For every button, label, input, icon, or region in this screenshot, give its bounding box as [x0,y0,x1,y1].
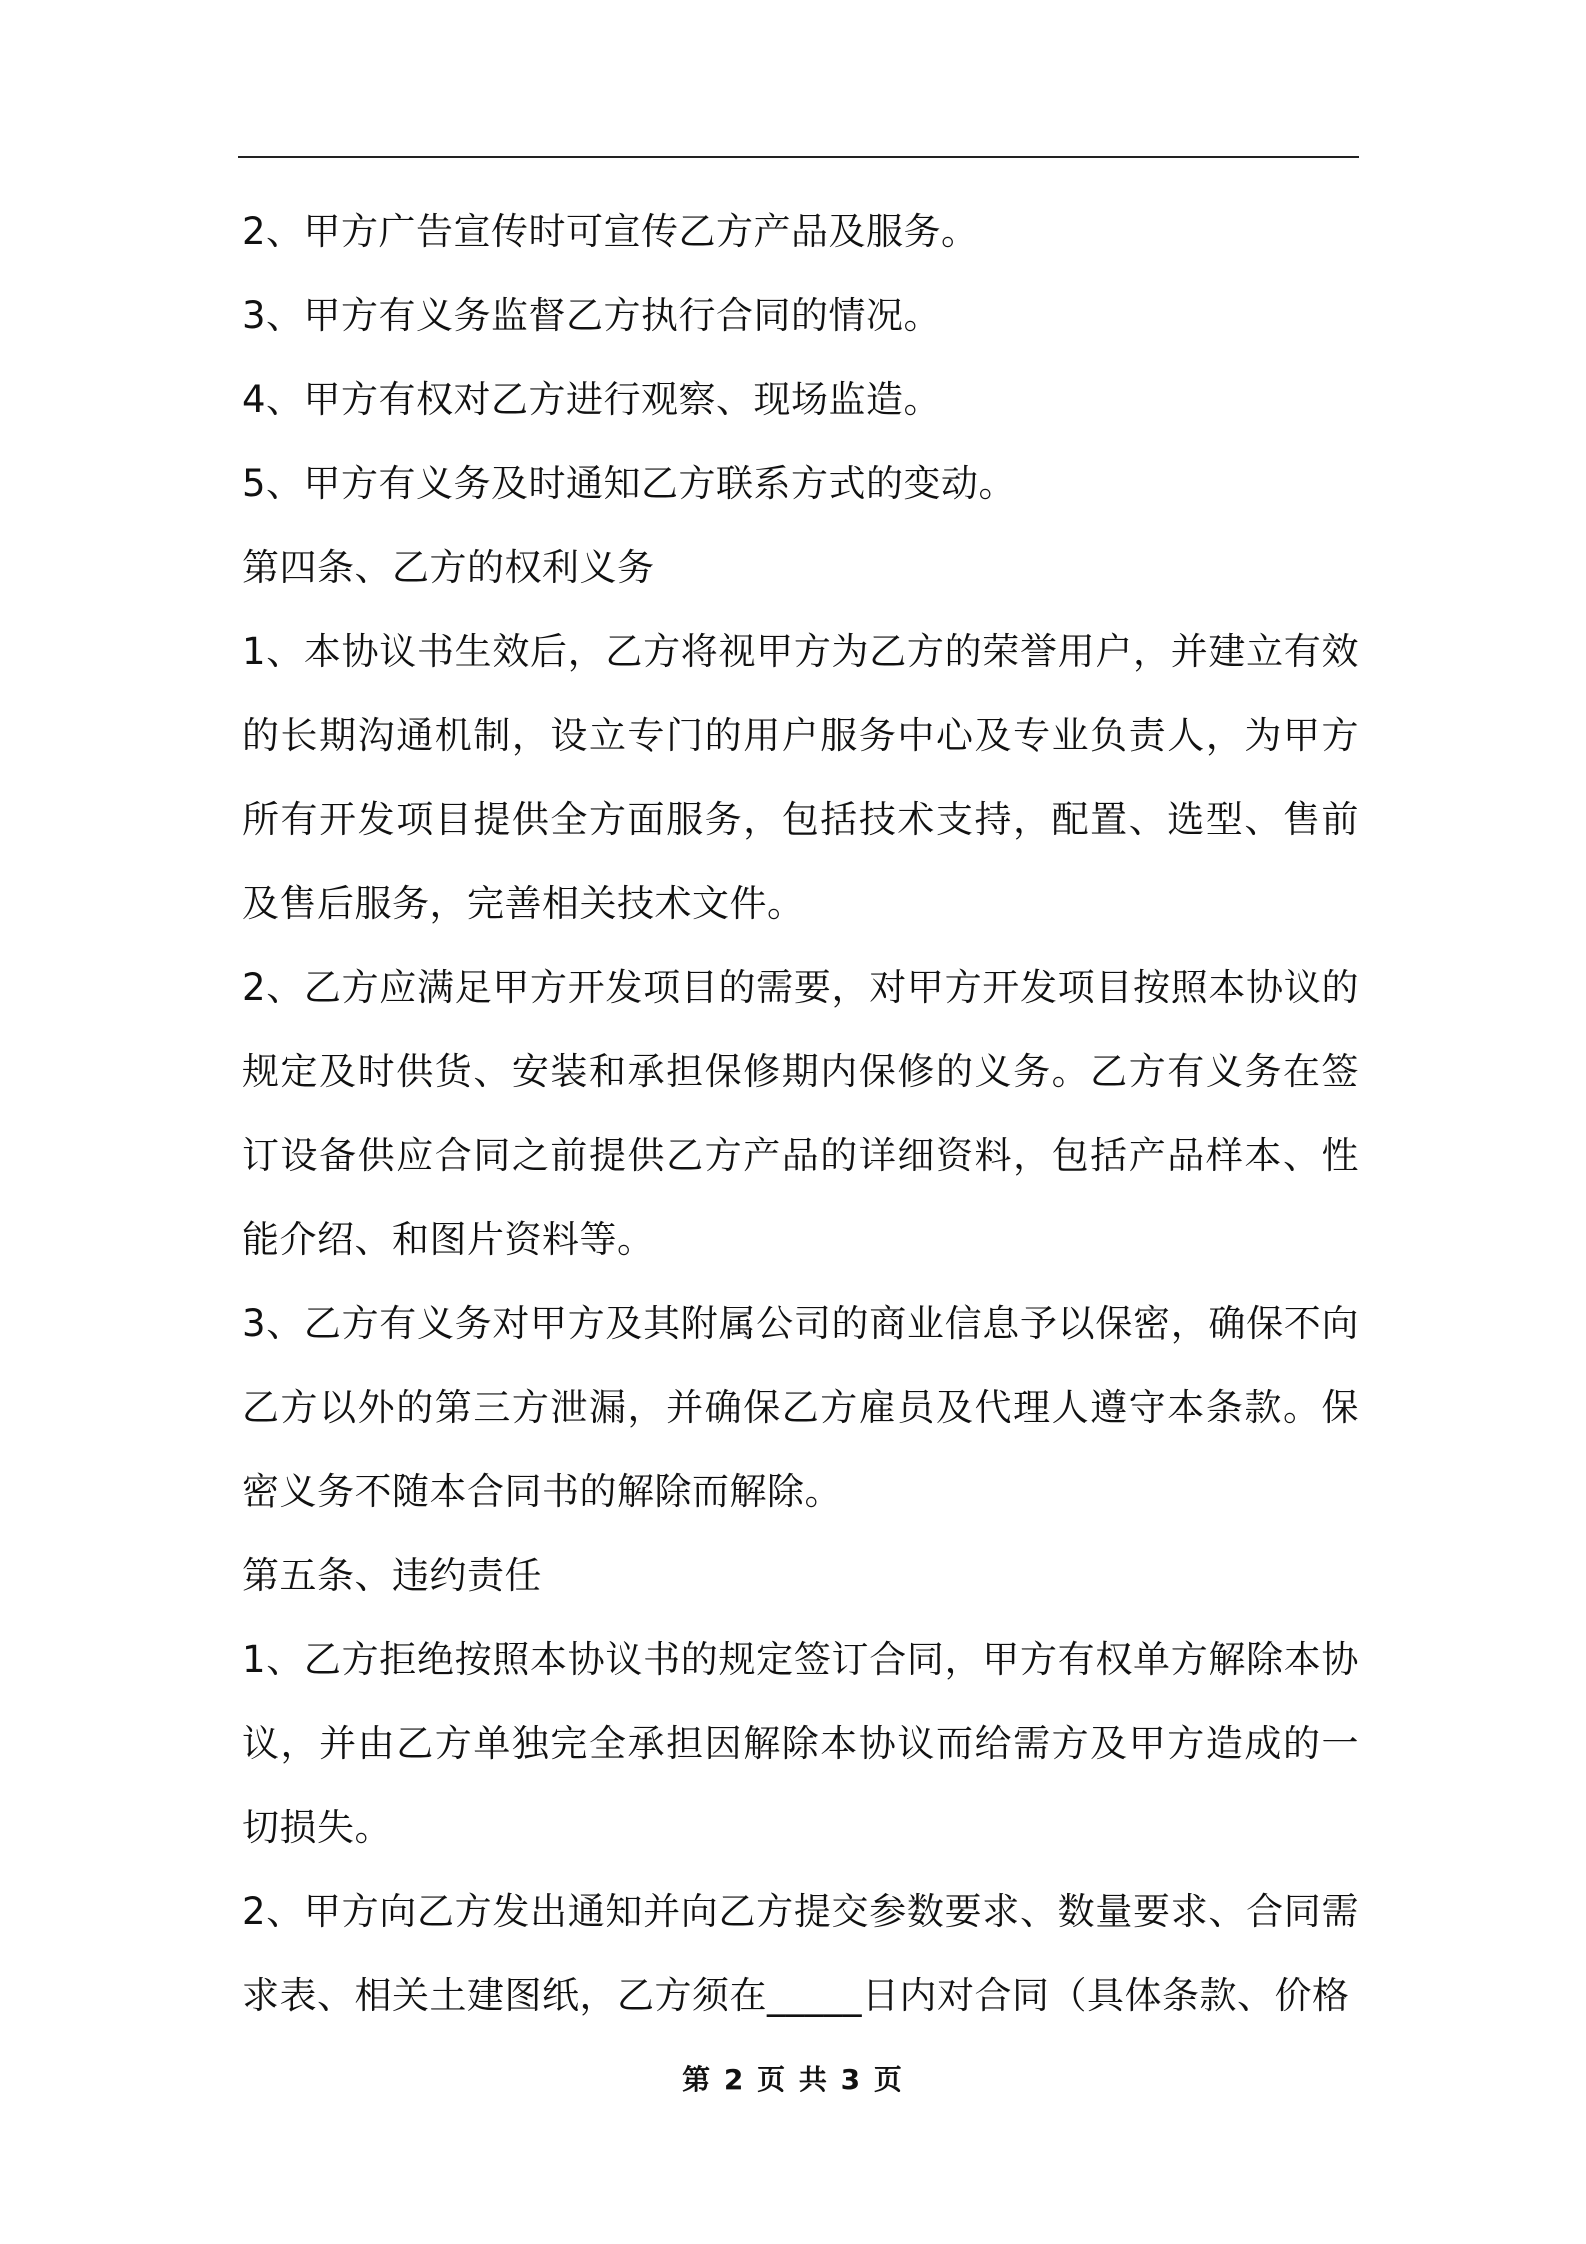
section-heading-article-4: 第四条、乙方的权利义务 [242,546,655,589]
section-heading-article-5: 第五条、违约责任 [242,1554,542,1597]
paragraph-item-2: 2、甲方广告宣传时可宣传乙方产品及服务。 [242,210,979,253]
paragraph-item-5: 5、甲方有义务及时通知乙方联系方式的变动。 [242,462,1017,505]
paragraph-article-4-item-1: 1、本协议书生效后，乙方将视甲方为乙方的荣誉用户，并建立有效的长期沟通机制，设立专门的用户服务中心及专业负责人，为甲方所有开发项目提供全方面服务，包括技术支持，配置、选型、售前及售后服务，完善相关技术文件。 [242,630,1359,925]
document-body [242,190,1359,2038]
paragraph-article-4-item-2: 2、乙方应满足甲方开发项目的需要，对甲方开发项目按照本协议的规定及时供货、安装和承担保修期内保修的义务。乙方有义务在签订设备供应合同之前提供乙方产品的详细资料，包括产品样本、性能介绍、和图片资料等。 [242,966,1359,1261]
paragraph-item-3: 3、甲方有义务监督乙方执行合同的情况。 [242,294,942,337]
paragraph-article-5-item-1: 1、乙方拒绝按照本协议书的规定签订合同，甲方有权单方解除本协议，并由乙方单独完全承担因解除本协议而给需方及甲方造成的一切损失。 [242,1638,1359,1849]
page-number: 第 2 页 共 3 页 [682,2063,904,2096]
paragraph-article-5-item-2: 2、甲方向乙方发出通知并向乙方提交参数要求、数量要求、合同需求表、相关土建图纸，乙方须在_____日内对合同（具体条款、价格 [242,1890,1359,2017]
paragraph-article-4-item-3: 3、乙方有义务对甲方及其附属公司的商业信息予以保密，确保不向乙方以外的第三方泄漏，并确保乙方雇员及代理人遵守本条款。保密义务不随本合同书的解除而解除。 [242,1302,1359,1513]
paragraph-item-4: 4、甲方有权对乙方进行观察、现场监造。 [242,378,942,421]
header-rule [238,156,1359,158]
